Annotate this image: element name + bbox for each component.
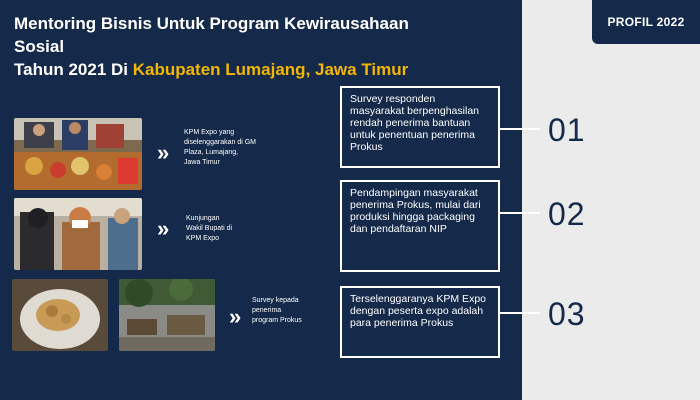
photo-caption-kpm-expo: KPM Expo yang diselenggarakan di GM Plaza, Lumajang, Jawa Timur <box>184 129 256 166</box>
connector-line <box>500 128 540 130</box>
title-line-1: Mentoring Bisnis Untuk Program Kewirausahaan Sosial <box>14 14 409 56</box>
step-number-03: 03 <box>548 296 586 332</box>
chevron-right-icon: » <box>229 304 238 329</box>
connector-line <box>500 212 540 214</box>
chevron-right-icon: » <box>157 216 166 241</box>
step-text-02: Pendampingan masyarakat penerima Prokus, mulai dari produksi hingga packaging dan pendaftaran NIP <box>350 187 481 235</box>
photo-survey-produk <box>12 279 108 351</box>
step-number-02: 02 <box>548 196 586 232</box>
step-text-03: Terselenggaranya KPM Expo dengan peserta expo adalah para penerima Prokus <box>350 293 486 329</box>
title-location-highlight: Kabupaten Lumajang, Jawa Timur <box>132 60 409 79</box>
photo-caption-wakil-bupati: Kunjungan Wakil Bupati di KPM Expo <box>186 215 233 242</box>
profil-badge-label: PROFIL 2022 <box>607 15 685 29</box>
step-card-03 <box>340 286 500 358</box>
step-card-01 <box>340 86 500 168</box>
photo-kpm-expo <box>14 118 142 190</box>
title-line-2-prefix: Tahun 2021 Di <box>14 60 133 79</box>
step-text-01: Survey responden masyarakat berpenghasilan rendah penerima bantuan untuk penentuan penerima Prokus <box>350 93 479 153</box>
photo-survey-lokasi <box>119 279 215 351</box>
photo-caption-survey: Survey kepada penerima program Prokus <box>252 297 302 324</box>
step-number-01: 01 <box>548 112 586 148</box>
profil-badge <box>592 0 700 44</box>
connector-line <box>500 312 540 314</box>
step-card-02 <box>340 180 500 272</box>
slide-title <box>14 12 434 81</box>
photo-wakil-bupati <box>14 198 142 270</box>
chevron-right-icon: » <box>157 140 166 165</box>
